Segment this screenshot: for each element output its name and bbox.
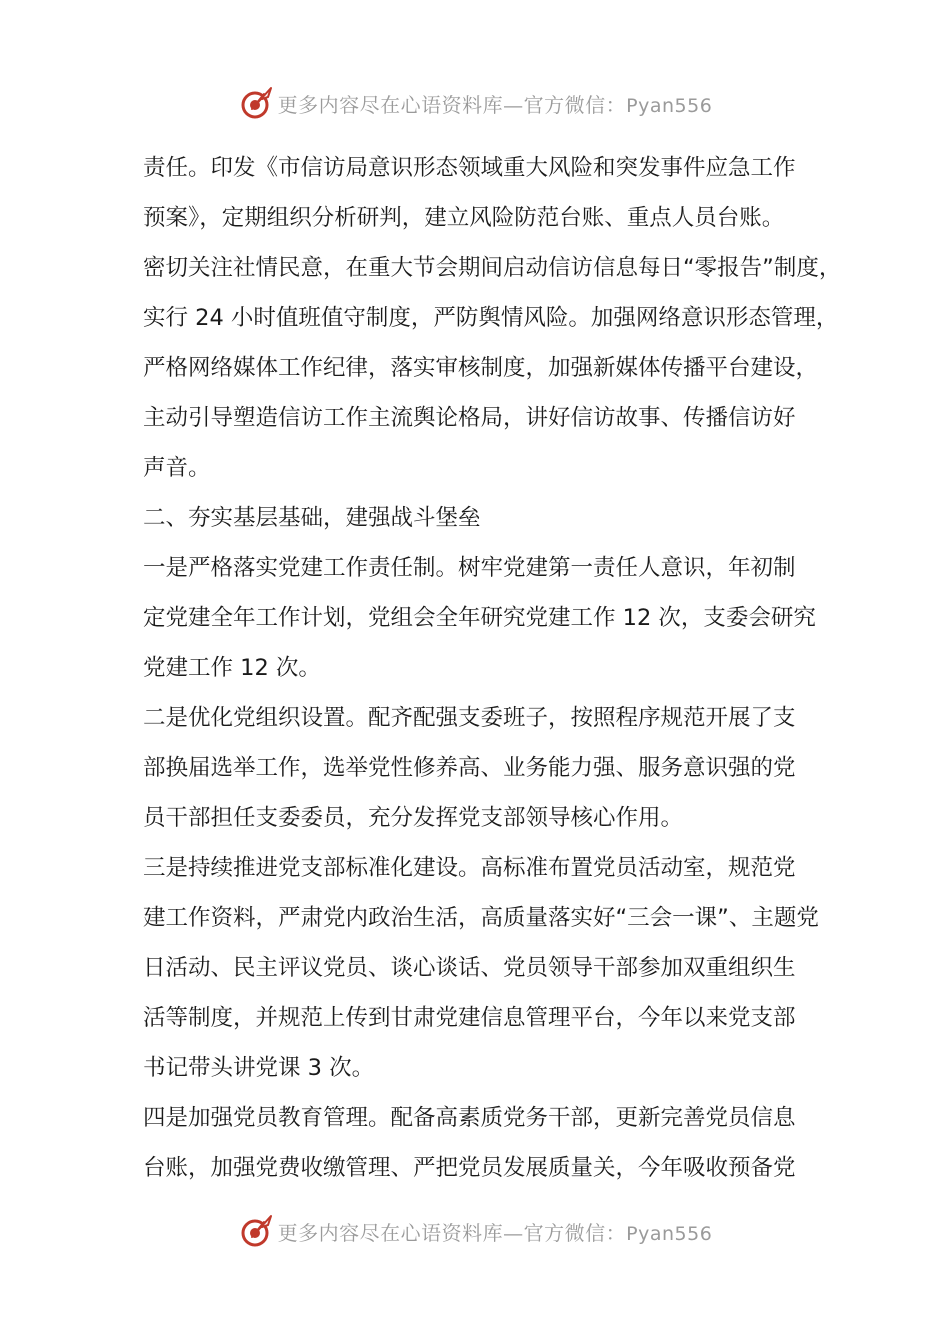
watermark-text xyxy=(278,89,713,118)
document-body xyxy=(143,143,842,1193)
text-line: 员干部担任支委委员，充分发挥党支部领导核心作用。 xyxy=(143,805,684,831)
text-line: 部换届选举工作，选举党性修养高、业务能力强、服务意识强的党 xyxy=(143,755,796,781)
section-heading: 二、夯实基层基础，建强战斗堡垒 xyxy=(143,505,481,531)
text-line: 三是持续推进党支部标准化建设。高标准布置党员活动室，规范党 xyxy=(143,855,796,881)
text-line: 声音。 xyxy=(143,455,211,481)
text-line: 严格网络媒体工作纪律，落实审核制度，加强新媒体传播平台建设， xyxy=(143,355,819,381)
watermark-site-text: 更多内容尽在心语资料库 xyxy=(277,92,504,117)
text-line: 党建工作 12 次。 xyxy=(143,655,321,681)
text-line: 建工作资料，严肃党内政治生活，高质量落实好“三会一课”、主题党 xyxy=(143,905,819,931)
text-line: 台账，加强党费收缴管理、严把党员发展质量关，今年吸收预备党 xyxy=(143,1155,796,1181)
quill-logo-icon xyxy=(238,1213,274,1249)
watermark-wechat-id: Pyan556 xyxy=(626,1222,713,1245)
watermark-text xyxy=(278,1217,713,1246)
watermark-wechat-id: Pyan556 xyxy=(626,94,713,117)
text-line: 活等制度，并规范上传到甘肃党建信息管理平台，今年以来党支部 xyxy=(143,1005,796,1031)
watermark-footer xyxy=(0,1209,950,1253)
text-line: 二是优化党组织设置。配齐配强支委班子，按照程序规范开展了支 xyxy=(143,705,796,731)
watermark-wechat-label: 官方微信： xyxy=(523,92,627,117)
text-line: 日活动、民主评议党员、谈心谈话、党员领导干部参加双重组织生 xyxy=(143,955,796,981)
watermark-wechat-label: 官方微信： xyxy=(523,1220,627,1245)
text-line: 一是严格落实党建工作责任制。树牢党建第一责任人意识，年初制 xyxy=(143,555,796,581)
text-line: 四是加强党员教育管理。配备高素质党务干部，更新完善党员信息 xyxy=(143,1105,796,1131)
text-line: 主动引导塑造信访工作主流舆论格局，讲好信访故事、传播信访好 xyxy=(143,405,796,431)
watermark-header xyxy=(0,81,950,125)
watermark-dash: — xyxy=(503,92,524,117)
text-line: 责任。印发《市信访局意识形态领域重大风险和突发事件应急工作 xyxy=(143,155,796,181)
watermark-dash: — xyxy=(503,1220,524,1245)
text-line: 密切关注社情民意，在重大节会期间启动信访信息每日“零报告”制度， xyxy=(143,255,842,281)
watermark-site-text: 更多内容尽在心语资料库 xyxy=(277,1220,504,1245)
quill-logo-icon xyxy=(238,85,274,121)
text-line: 预案》，定期组织分析研判，建立风险防范台账、重点人员台账。 xyxy=(143,205,785,231)
text-line: 实行 24 小时值班值守制度，严防舆情风险。加强网络意识形态管理， xyxy=(143,305,839,331)
text-line: 书记带头讲党课 3 次。 xyxy=(143,1055,375,1081)
text-line: 定党建全年工作计划，党组会全年研究党建工作 12 次，支委会研究 xyxy=(143,605,816,631)
